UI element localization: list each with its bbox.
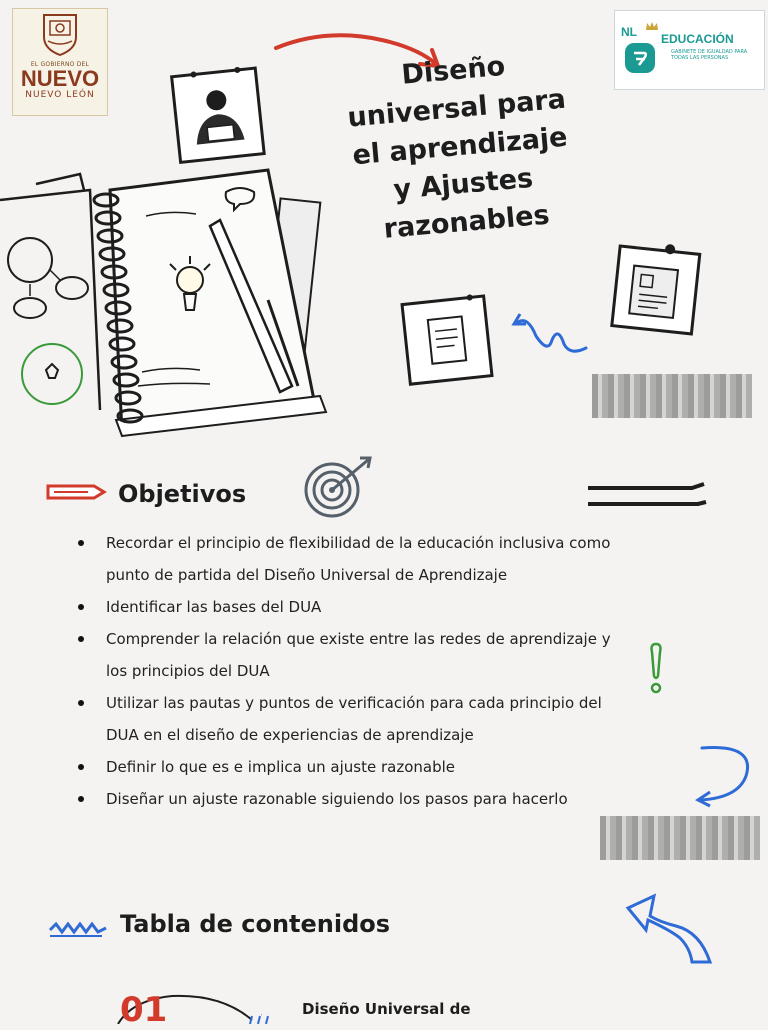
objective-item: Definir lo que es e implica un ajuste razonable bbox=[74, 751, 634, 783]
objectives-list bbox=[74, 527, 634, 815]
blue-dashes-icon bbox=[246, 1012, 276, 1024]
red-pencil-icon bbox=[44, 480, 108, 502]
glitch-decoration bbox=[592, 374, 752, 418]
objective-item: Comprender la relación que existe entre las redes de aprendizaje y los principios del DUA bbox=[74, 623, 634, 687]
logo-big-text: NUEVO bbox=[20, 66, 100, 91]
objective-item: Identificar las bases del DUA bbox=[74, 591, 634, 623]
crown-icon bbox=[645, 21, 659, 31]
document-frame-icon bbox=[398, 290, 498, 390]
toc-heading: Tabla de contenidos bbox=[120, 910, 391, 938]
edu-word-text: EDUCACIÓN bbox=[661, 32, 734, 46]
glitch-decoration bbox=[600, 816, 760, 860]
objective-item: Utilizar las pautas y puntos de verificación para cada principio del DUA en el diseño de experiencias de aprendizaje bbox=[74, 687, 634, 751]
government-logo bbox=[12, 8, 108, 116]
toc-item[interactable]: Diseño Universal de bbox=[302, 1000, 471, 1018]
edu-shield-icon bbox=[623, 41, 657, 75]
toc-number: 01 bbox=[120, 990, 168, 1030]
logo-small-text: EL GOBIERNO DEL bbox=[30, 61, 90, 68]
objective-item: Recordar el principio de flexibilidad de la educación inclusiva como punto de partida del Diseño Universal de Aprendizaje bbox=[74, 527, 634, 591]
target-icon bbox=[298, 450, 378, 520]
notebook-illustration-icon bbox=[0, 160, 340, 445]
page-title: Diseño universal para el aprendizaje y Ajustes razonables bbox=[346, 50, 569, 245]
person-photo-icon bbox=[168, 62, 272, 170]
blue-zigzag-icon bbox=[46, 918, 110, 942]
edu-nl-text: NL bbox=[621, 25, 637, 39]
blue-curve-arrow-icon bbox=[686, 740, 756, 810]
education-logo bbox=[614, 10, 765, 90]
blue-squiggle-icon bbox=[506, 296, 590, 358]
logo-mid-text: NUEVO LEÓN bbox=[25, 90, 95, 100]
blue-hook-arrow-icon bbox=[620, 886, 716, 966]
pinned-card-icon bbox=[606, 238, 706, 338]
pens-icon bbox=[584, 478, 710, 512]
objectives-heading: Objetivos bbox=[118, 480, 247, 508]
edu-sub-text: GABINETE DE IGUALDAD PARA TODAS LAS PERSONAS bbox=[671, 49, 748, 61]
objective-item: Diseñar un ajuste razonable siguiendo los pasos para hacerlo bbox=[74, 783, 634, 815]
coat-of-arms-icon bbox=[36, 9, 84, 57]
exclamation-icon bbox=[646, 638, 670, 698]
